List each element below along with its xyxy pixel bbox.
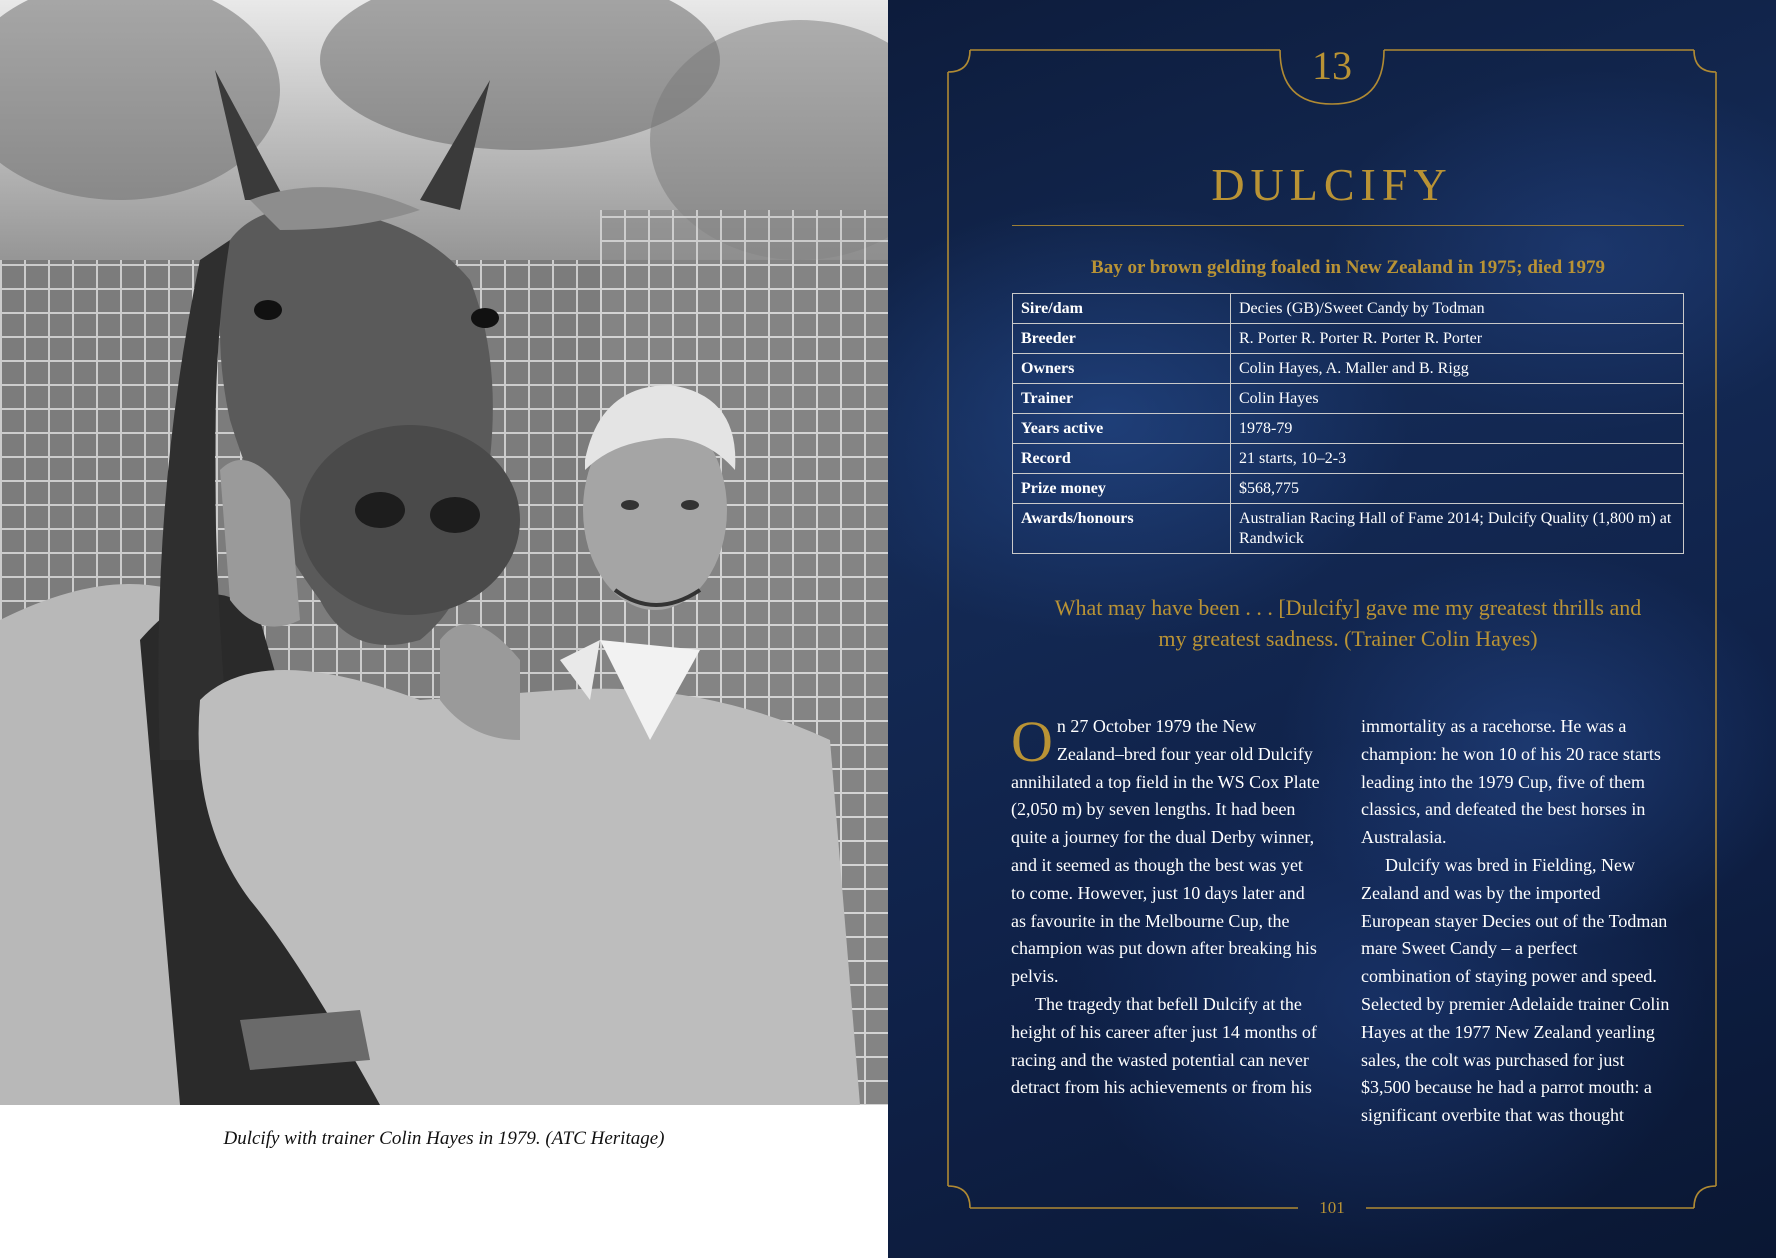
page-number: 101 (1319, 1198, 1345, 1217)
chapter-title: DULCIFY (1211, 159, 1453, 210)
body-column-right (1361, 713, 1671, 1130)
photo-illustration (0, 0, 888, 1105)
chapter-number: 13 (1312, 43, 1352, 88)
facts-label: Breeder (1013, 324, 1231, 354)
body-paragraph: Dulcify was bred in Fielding, New Zealand and was by the imported European stayer Decies out of the Todman mare Sweet Candy – a perfect combination of staying power and speed. Selected by premier Adelaide trainer Colin Hayes at the 1977 New Zealand yearling sales, the colt was purchased for just $3,500 because he had a parrot mouth: a significant overbite that was thought (1361, 854, 1670, 1126)
facts-value: Australian Racing Hall of Fame 2014; Dulcify Quality (1,800 m) at Randwick (1231, 504, 1684, 554)
facts-row (1013, 504, 1684, 554)
facts-label: Record (1013, 444, 1231, 474)
facts-row (1013, 384, 1684, 414)
paragraph-text: n 27 October 1979 the New Zealand–bred four year old Dulcify annihilated a top field in the WS Cox Plate (2,050 m) by seven lengths. It had been quite a journey for the dual Derby winner, and it seemed as though the best was yet to come. However, just 10 days later and as favourite in the Melbourne Cup, the champion was put down after breaking his pelvis. (1011, 716, 1320, 987)
facts-row (1013, 414, 1684, 444)
facts-table (1012, 293, 1684, 554)
facts-value: Colin Hayes, A. Maller and B. Rigg (1231, 354, 1684, 384)
drop-cap: O (1011, 709, 1053, 774)
photo-caption: Dulcify with trainer Colin Hayes in 1979. (ATC Heritage) (223, 1128, 665, 1149)
facts-row (1013, 474, 1684, 504)
facts-label: Awards/honours (1013, 504, 1231, 554)
right-page (888, 0, 1776, 1258)
facts-row (1013, 444, 1684, 474)
facts-value: $568,775 (1231, 474, 1684, 504)
facts-value: Colin Hayes (1231, 384, 1684, 414)
facts-label: Owners (1013, 354, 1231, 384)
body-paragraph (1011, 709, 1321, 991)
facts-label: Years active (1013, 414, 1231, 444)
facts-value: 21 starts, 10–2-3 (1231, 444, 1684, 474)
title-divider (1012, 225, 1684, 226)
photo-horse-and-trainer (0, 0, 888, 1105)
facts-row (1013, 294, 1684, 324)
facts-label: Sire/dam (1013, 294, 1231, 324)
body-paragraph: The tragedy that befell Dulcify at the height of his career after just 14 months of racing and the wasted potential can never detract from his achievements or from his (1011, 993, 1317, 1098)
facts-label: Trainer (1013, 384, 1231, 414)
pull-quote: What may have been . . . [Dulcify] gave me my greatest thrills and my greatest sadness. (Trainer Colin Hayes) (1054, 595, 1642, 651)
facts-value: R. Porter R. Porter R. Porter R. Porter (1231, 324, 1684, 354)
body-column-left (1011, 709, 1321, 1102)
chapter-subtitle: Bay or brown gelding foaled in New Zealand in 1975; died 1979 (1091, 257, 1605, 278)
facts-value: Decies (GB)/Sweet Candy by Todman (1231, 294, 1684, 324)
body-paragraph: immortality as a racehorse. He was a champion: he won 10 of his 20 race starts leading into the 1979 Cup, five of them classics, and defeated the best horses in Australasia. (1361, 716, 1661, 848)
facts-label: Prize money (1013, 474, 1231, 504)
facts-row (1013, 324, 1684, 354)
facts-value: 1978-79 (1231, 414, 1684, 444)
facts-row (1013, 354, 1684, 384)
